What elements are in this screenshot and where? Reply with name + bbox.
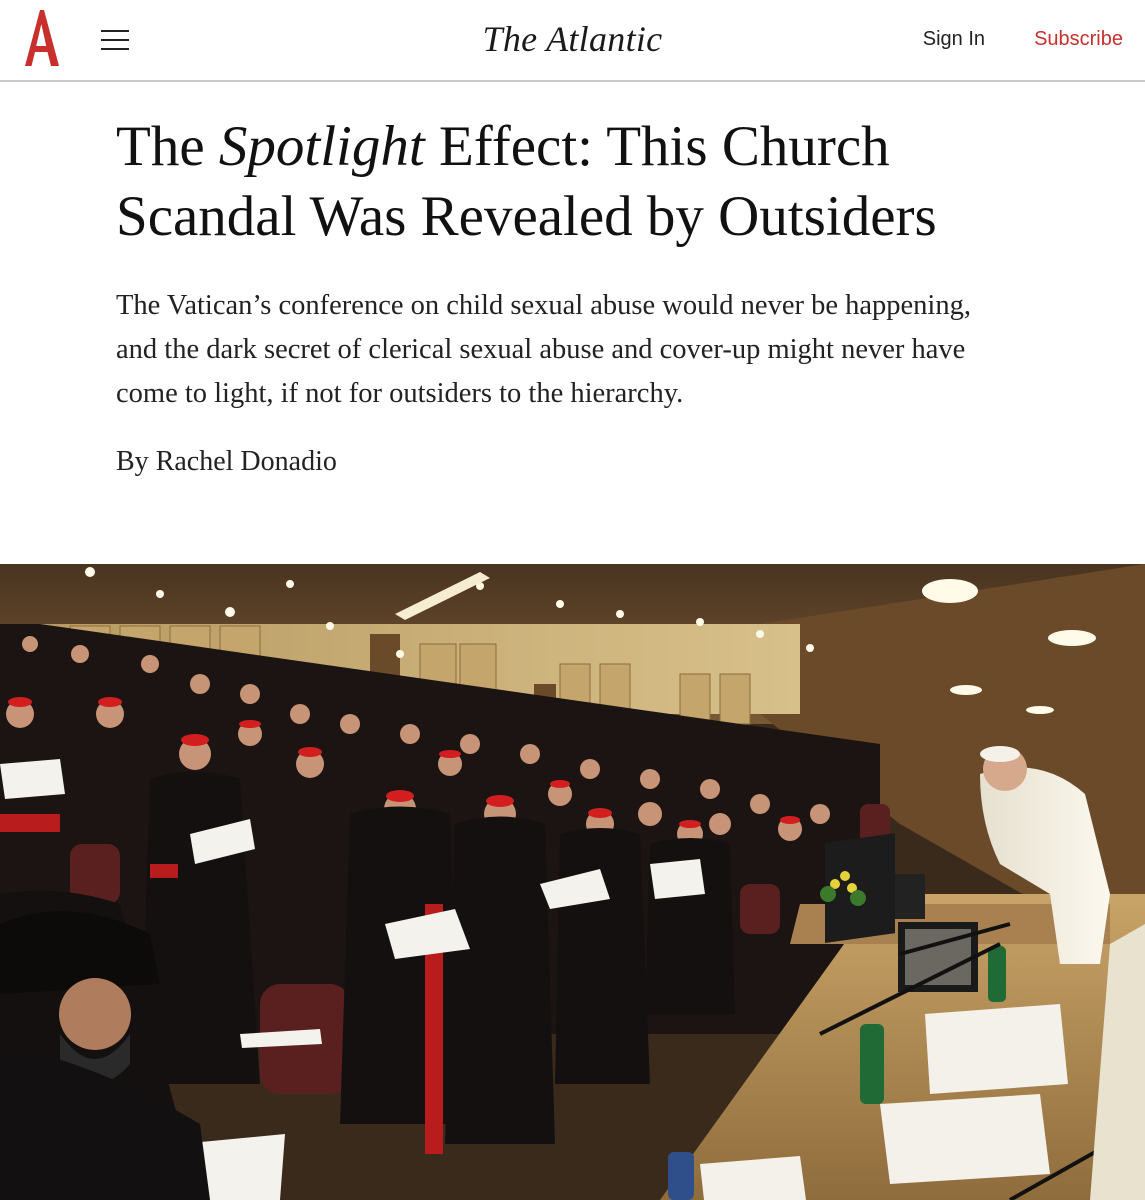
sign-in-link[interactable]: Sign In [922,28,985,50]
headline-italic-title: Spotlight [218,115,425,178]
subscribe-link[interactable]: Subscribe [1034,28,1123,50]
site-header [0,0,1145,82]
lead-photo [0,564,1145,1200]
headline-part-2: Effect: This Church Scandal Was Revealed by Outsiders [116,115,937,248]
byline [116,444,716,480]
author-link[interactable]: Rachel Donadio [155,446,337,477]
photo-image [0,564,1145,1200]
article-headline [116,112,1016,252]
article-dek: The Vatican’s conference on child sexual abuse would never be happening, and the dark secret of clerical sexual abuse and cover-up might never have come to light, if not for outsiders to the hierarchy. [116,290,971,409]
byline-prefix: By [116,446,156,477]
headline-part-1: The [116,115,219,178]
site-wordmark[interactable]: The Atlantic [482,19,663,59]
